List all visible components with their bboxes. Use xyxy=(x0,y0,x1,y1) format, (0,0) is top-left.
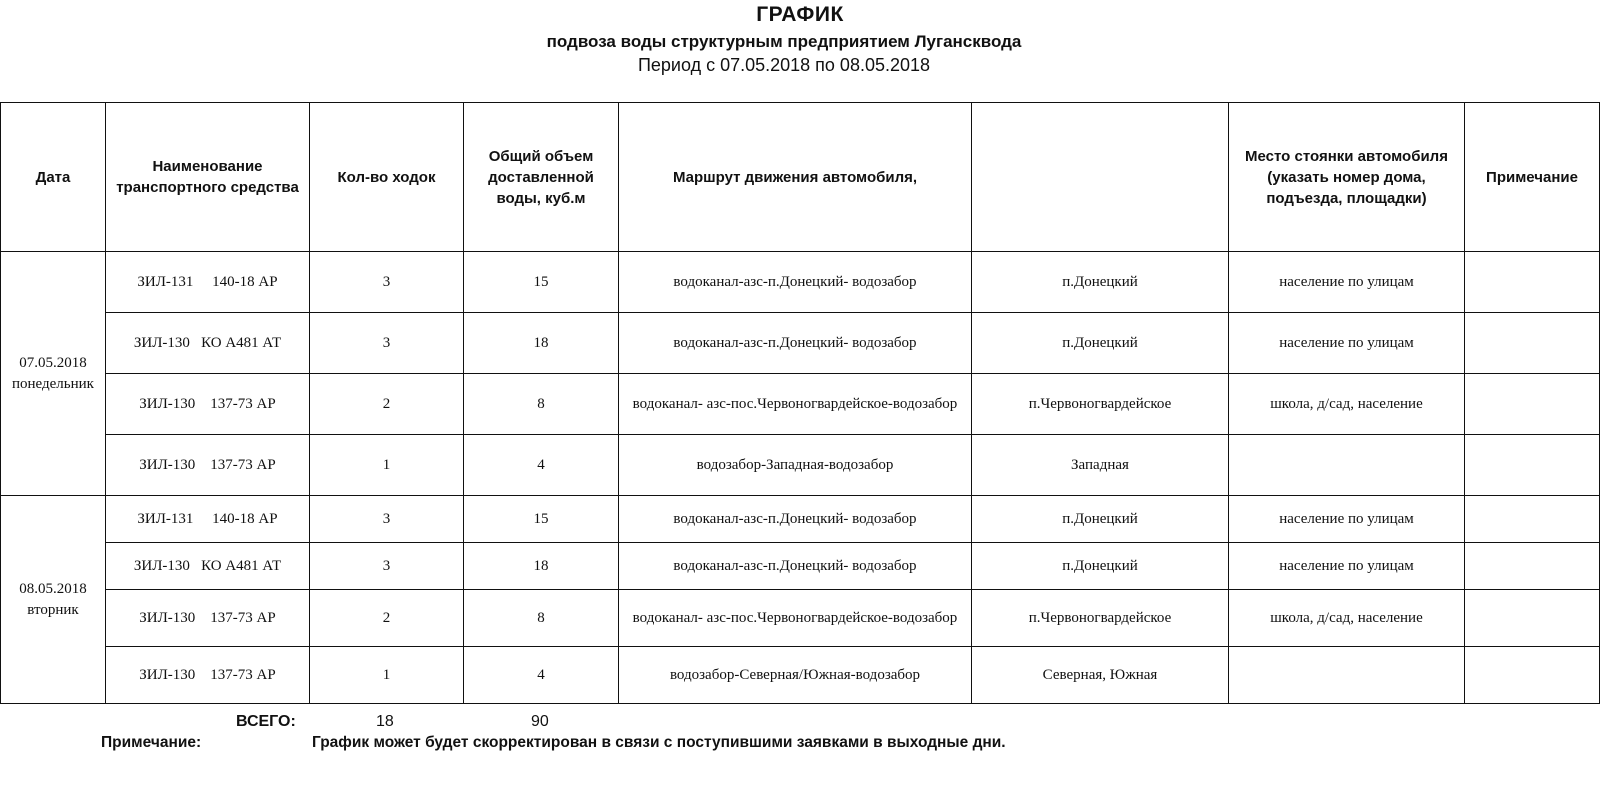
volume-cell: 4 xyxy=(464,435,619,496)
date-cell xyxy=(1,252,106,496)
table-row xyxy=(1,647,1600,704)
totals-label: ВСЕГО: xyxy=(236,713,296,730)
weekday-value: понедельник xyxy=(12,375,94,392)
column-header-volume: Общий объем доставленной воды, куб.м xyxy=(464,103,619,252)
route-cell: водоканал- азс-пос.Червоногвардейское-водозабор xyxy=(619,590,972,647)
trips-cell: 2 xyxy=(310,590,464,647)
trips-cell: 2 xyxy=(310,374,464,435)
table-row xyxy=(1,543,1600,590)
totals-volume: 90 xyxy=(531,713,549,730)
table-row xyxy=(1,435,1600,496)
route-cell: водоканал-азс-п.Донецкий- водозабор xyxy=(619,496,972,543)
volume-cell: 4 xyxy=(464,647,619,704)
column-header-area xyxy=(972,103,1229,252)
totals-trips: 18 xyxy=(376,713,394,730)
note-cell xyxy=(1465,252,1600,313)
parking-cell xyxy=(1229,435,1465,496)
trips-cell: 3 xyxy=(310,543,464,590)
table-header-row xyxy=(1,103,1600,252)
column-header-note: Примечание xyxy=(1465,103,1600,252)
route-cell: водоканал-азс-п.Донецкий- водозабор xyxy=(619,543,972,590)
parking-cell: население по улицам xyxy=(1229,543,1465,590)
note-cell xyxy=(1465,374,1600,435)
date-cell xyxy=(1,496,106,704)
footnote-text: График может будет скорректирован в связи с поступившими заявками в выходные дни. xyxy=(312,734,1006,751)
parking-cell: население по улицам xyxy=(1229,496,1465,543)
vehicle-cell: ЗИЛ-131 140-18 АР xyxy=(106,252,310,313)
note-cell xyxy=(1465,435,1600,496)
area-cell: п.Донецкий xyxy=(972,543,1229,590)
date-value: 08.05.2018 xyxy=(19,580,87,597)
area-cell: Западная xyxy=(972,435,1229,496)
route-cell: водозабор-Западная-водозабор xyxy=(619,435,972,496)
parking-cell: школа, д/сад, население xyxy=(1229,374,1465,435)
vehicle-cell: ЗИЛ-130 137-73 АР xyxy=(106,590,310,647)
volume-cell: 15 xyxy=(464,252,619,313)
parking-cell: школа, д/сад, население xyxy=(1229,590,1465,647)
volume-cell: 8 xyxy=(464,590,619,647)
vehicle-cell: ЗИЛ-130 КО А481 АТ xyxy=(106,313,310,374)
note-cell xyxy=(1465,590,1600,647)
column-header-date: Дата xyxy=(1,103,106,252)
column-header-route: Маршрут движения автомобиля, xyxy=(619,103,972,252)
column-header-trips: Кол-во ходок xyxy=(310,103,464,252)
volume-cell: 18 xyxy=(464,543,619,590)
area-cell: п.Донецкий xyxy=(972,313,1229,374)
area-cell: п.Донецкий xyxy=(972,496,1229,543)
note-cell xyxy=(1465,543,1600,590)
column-header-parking: Место стоянки автомобиля (указать номер дома, подъезда, площадки) xyxy=(1229,103,1465,252)
trips-cell: 3 xyxy=(310,496,464,543)
volume-cell: 8 xyxy=(464,374,619,435)
area-cell: п.Донецкий xyxy=(972,252,1229,313)
area-cell: Северная, Южная xyxy=(972,647,1229,704)
volume-cell: 15 xyxy=(464,496,619,543)
date-value: 07.05.2018 xyxy=(19,354,87,371)
document-subtitle: подвоза воды структурным предприятием Лугансквода xyxy=(546,32,1022,51)
document-period: Период с 07.05.2018 по 08.05.2018 xyxy=(637,55,931,75)
vehicle-cell: ЗИЛ-130 137-73 АР xyxy=(106,435,310,496)
schedule-table xyxy=(0,102,1600,704)
route-cell: водоканал-азс-п.Донецкий- водозабор xyxy=(619,252,972,313)
parking-cell: население по улицам xyxy=(1229,313,1465,374)
table-row xyxy=(1,252,1600,313)
vehicle-cell: ЗИЛ-130 137-73 АР xyxy=(106,647,310,704)
table-row xyxy=(1,590,1600,647)
table-row xyxy=(1,374,1600,435)
vehicle-cell: ЗИЛ-130 КО А481 АТ xyxy=(106,543,310,590)
route-cell: водоканал- азс-пос.Червоногвардейское-водозабор xyxy=(619,374,972,435)
area-cell: п.Червоногвардейское xyxy=(972,590,1229,647)
trips-cell: 1 xyxy=(310,647,464,704)
area-cell: п.Червоногвардейское xyxy=(972,374,1229,435)
weekday-value: вторник xyxy=(27,601,79,618)
note-cell xyxy=(1465,313,1600,374)
vehicle-cell: ЗИЛ-130 137-73 АР xyxy=(106,374,310,435)
document-title: ГРАФИК xyxy=(756,3,844,26)
column-header-vehicle: Наименование транспортного средства xyxy=(106,103,310,252)
parking-cell: население по улицам xyxy=(1229,252,1465,313)
table-row xyxy=(1,313,1600,374)
trips-cell: 3 xyxy=(310,313,464,374)
parking-cell xyxy=(1229,647,1465,704)
trips-cell: 3 xyxy=(310,252,464,313)
route-cell: водозабор-Северная/Южная-водозабор xyxy=(619,647,972,704)
vehicle-cell: ЗИЛ-131 140-18 АР xyxy=(106,496,310,543)
note-cell xyxy=(1465,496,1600,543)
note-cell xyxy=(1465,647,1600,704)
volume-cell: 18 xyxy=(464,313,619,374)
footnote-label: Примечание: xyxy=(101,734,202,751)
trips-cell: 1 xyxy=(310,435,464,496)
route-cell: водоканал-азс-п.Донецкий- водозабор xyxy=(619,313,972,374)
table-row xyxy=(1,496,1600,543)
